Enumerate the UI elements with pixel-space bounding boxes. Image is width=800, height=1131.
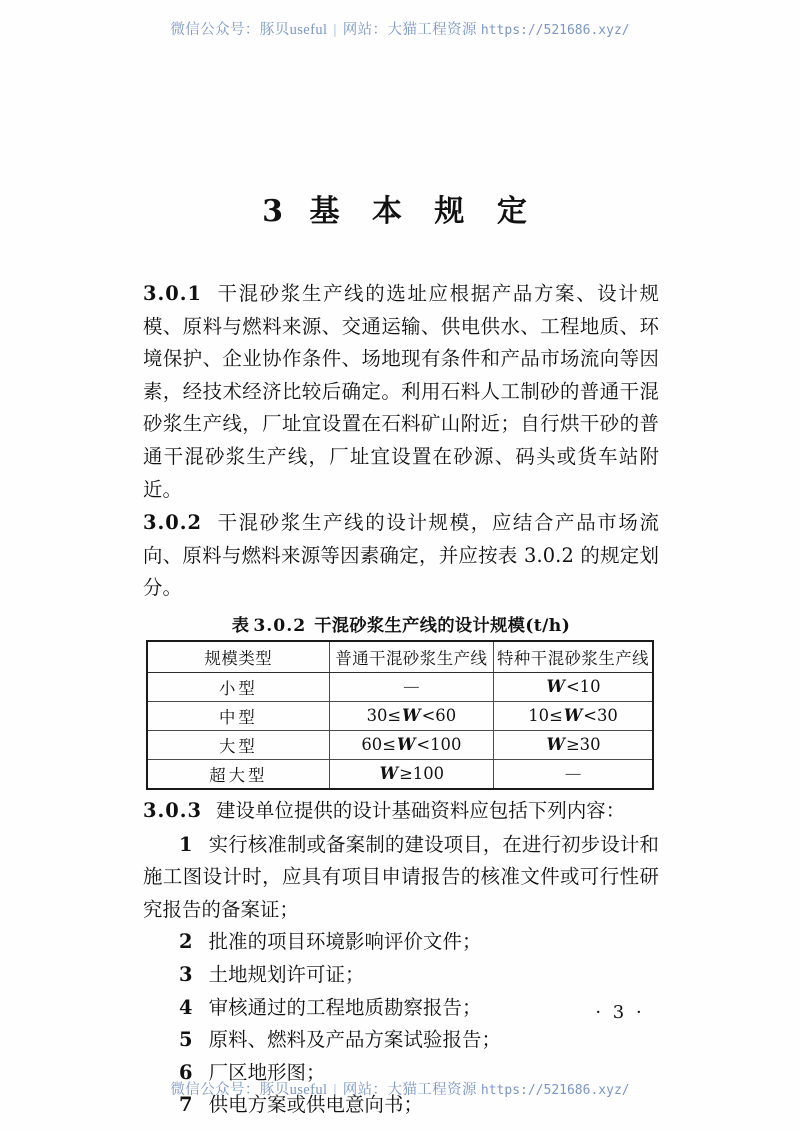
- list-item-number: 1: [179, 832, 193, 856]
- table-cell-type: 大型: [147, 730, 329, 759]
- list-item: [143, 959, 659, 992]
- clause-3-0-3-number: 3.0.3: [143, 798, 202, 822]
- list-item-text: 实行核准制或备案制的建设项目，在进行初步设计和施工图设计时，应具有项目申请报告的核准文件或可行性研究报告的备案证；: [143, 832, 659, 921]
- watermark-site-label: 网站：大猫工程资源: [342, 1082, 477, 1098]
- table-caption: [143, 611, 659, 636]
- clause-3-0-2: [143, 507, 659, 605]
- table-cell-special: 10≤W<30: [494, 701, 653, 730]
- table-cell-ordinary: W≥100: [329, 759, 493, 789]
- clause-3-0-1: [143, 278, 659, 506]
- clause-3-0-2-number: 3.0.2: [143, 511, 202, 535]
- watermark-url: https://521686.xyz/: [480, 1083, 630, 1098]
- list-item-number: 2: [179, 930, 193, 954]
- clause-3-0-3: [143, 795, 659, 828]
- table-header-type: 规模类型: [147, 641, 329, 673]
- list-item-text: 批准的项目环境影响评价文件；: [208, 930, 482, 954]
- table-cell-type: 超大型: [147, 759, 329, 789]
- table-caption-title: 干混砂浆生产线的设计规模(t/h): [314, 615, 571, 636]
- list-item-text: 原料、燃料及产品方案试验报告；: [208, 1028, 501, 1052]
- header-watermark: [0, 18, 800, 39]
- list-item-text: 土地规划许可证；: [208, 962, 365, 986]
- watermark-wechat-label: 微信公众号：豚贝useful: [170, 22, 328, 38]
- clause-3-0-1-text: 干混砂浆生产线的选址应根据产品方案、设计规模、原料与燃料来源、交通运输、供电供水、工程地质、环境保护、企业协作条件、场地现有条件和产品市场流向等因素，经技术经济比较后确定。利用石料人工制砂的普通干混砂浆生产线，厂址宜设置在石料矿山附近；自行烘干砂的普通干混砂浆生产线，厂址宜设置在砂源、码头或货车站附近。: [143, 282, 659, 501]
- list-item-text: 审核通过的工程地质勘察报告；: [208, 995, 482, 1019]
- table-cell-special: W<10: [494, 672, 653, 701]
- page-content: [143, 278, 659, 1122]
- list-item-number: 6: [179, 1060, 193, 1084]
- page-number: · 3 ·: [595, 1002, 645, 1023]
- table-header-row: [147, 641, 653, 673]
- table-cell-type: 小型: [147, 672, 329, 701]
- chapter-title: [0, 186, 800, 230]
- table-row: [147, 730, 653, 759]
- design-scale-table: [146, 640, 654, 790]
- table-cell-special: —: [494, 759, 653, 789]
- table-row: [147, 701, 653, 730]
- list-item-text: 供电方案或供电意向书；: [208, 1093, 423, 1117]
- watermark-url: https://521686.xyz/: [480, 23, 630, 38]
- list-item-number: 4: [179, 995, 193, 1019]
- watermark-wechat-label: 微信公众号：豚贝useful: [170, 1082, 328, 1098]
- watermark-separator: |: [333, 1082, 337, 1098]
- table-caption-prefix: 表: [231, 615, 250, 636]
- clause-3-0-3-text: 建设单位提供的设计基础资料应包括下列内容：: [215, 798, 626, 822]
- watermark-separator: |: [333, 22, 337, 38]
- list-item: [143, 1024, 659, 1057]
- table-caption-number: 3.0.2: [253, 615, 307, 636]
- list-item: [143, 829, 659, 927]
- table-row: [147, 672, 653, 701]
- table-cell-ordinary: 30≤W<60: [329, 701, 493, 730]
- table-cell-type: 中型: [147, 701, 329, 730]
- watermark-site-label: 网站：大猫工程资源: [342, 22, 477, 38]
- clause-3-0-1-number: 3.0.1: [143, 282, 202, 305]
- list-item-number: 7: [179, 1093, 193, 1117]
- table-cell-ordinary: —: [329, 672, 493, 701]
- table-cell-special: W≥30: [494, 730, 653, 759]
- list-item: [143, 926, 659, 959]
- table-row: [147, 759, 653, 789]
- footer-watermark: [0, 1078, 800, 1099]
- table-header-ordinary: 普通干混砂浆生产线: [329, 641, 493, 673]
- clause-3-0-2-text: 干混砂浆生产线的设计规模，应结合产品市场流向、原料与燃料来源等因素确定，并应按表 3.0.2 的规定划分。: [143, 511, 659, 600]
- list-item-number: 5: [179, 1028, 193, 1052]
- list-item-number: 3: [179, 962, 193, 986]
- table-cell-ordinary: 60≤W<100: [329, 730, 493, 759]
- table-header-special: 特种干混砂浆生产线: [494, 641, 653, 673]
- chapter-name: 基 本 规 定: [309, 194, 538, 229]
- chapter-number: 3: [262, 194, 284, 229]
- list-item-text: 厂区地形图；: [208, 1060, 326, 1084]
